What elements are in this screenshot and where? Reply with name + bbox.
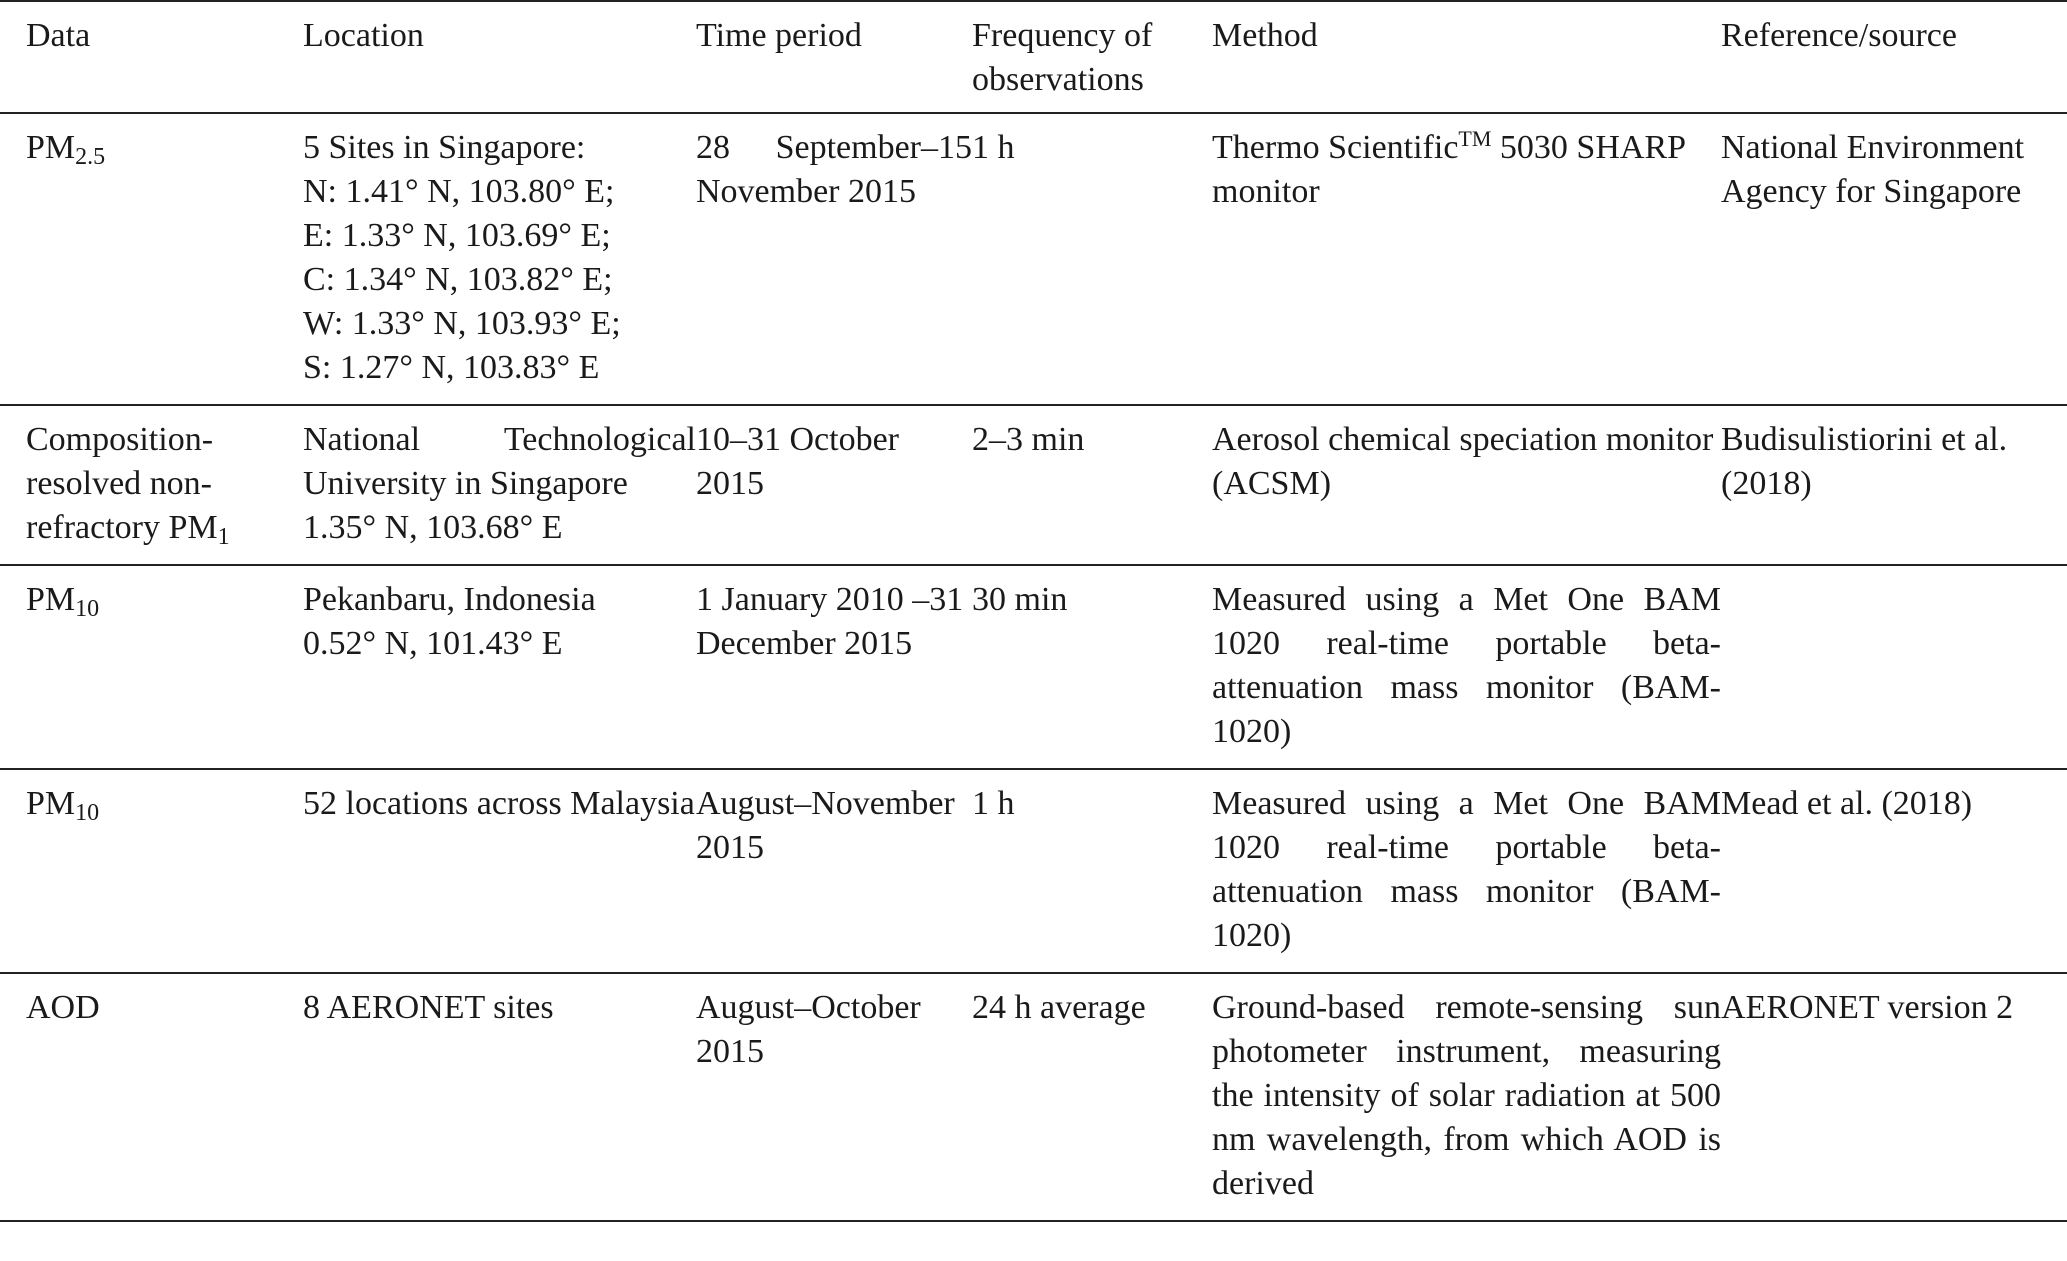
cell-method: Measured using a Met One BAM 1020 real-time portable beta-attenuation mass monitor (BAM-1020): [1212, 581, 1721, 750]
cell-data: [0, 113, 303, 405]
header-data: Data: [26, 17, 91, 54]
method-text-pre: Thermo Scientific: [1212, 129, 1459, 166]
header-frequency: [972, 1, 1212, 113]
cell-frequency: 30 min: [972, 581, 1068, 618]
cell-location: [303, 405, 696, 565]
table-body: [0, 113, 2067, 1221]
header-method: Method: [1212, 17, 1318, 54]
cell-reference: [1721, 565, 2067, 769]
header-frequency-line-1: Frequency of: [972, 17, 1153, 54]
location-main: National Technological University in Singapore: [303, 421, 696, 502]
trademark-superscript: TM: [1458, 126, 1492, 151]
header-row: [0, 1, 2067, 113]
data-main: Composition-resolved non-refractory PM: [26, 421, 218, 546]
cell-location: [303, 113, 696, 405]
table-row-pm10-pekanbaru: [0, 565, 2067, 769]
data-main: PM: [26, 581, 76, 618]
cell-location: 8 AERONET sites: [303, 989, 554, 1026]
cell-frequency: 24 h average: [972, 989, 1146, 1026]
location-line: E: 1.33° N, 103.69° E;: [303, 217, 611, 254]
cell-time-period: August–November 2015: [696, 785, 955, 866]
cell-data: AOD: [26, 989, 100, 1026]
method-text-post: 5030 SHARP monitor: [1212, 129, 1685, 210]
header-location: Location: [303, 17, 424, 54]
location-line: S: 1.27° N, 103.83° E: [303, 349, 600, 386]
cell-method: [1212, 113, 1721, 405]
cell-location: [303, 565, 696, 769]
cell-reference: AERONET version 2: [1721, 989, 2014, 1026]
table-row-pm1: [0, 405, 2067, 565]
cell-reference: Budisulistiorini et al. (2018): [1721, 421, 2008, 502]
location-coords: 0.52° N, 101.43° E: [303, 625, 563, 662]
cell-frequency: 2–3 min: [972, 421, 1085, 458]
location-line: W: 1.33° N, 103.93° E;: [303, 305, 621, 342]
data-subscript: 10: [75, 596, 100, 622]
location-line: C: 1.34° N, 103.82° E;: [303, 261, 613, 298]
location-coords: 1.35° N, 103.68° E: [303, 509, 563, 546]
header-time-period: Time period: [696, 17, 862, 54]
cell-data: [0, 405, 303, 565]
header-reference: Reference/source: [1721, 17, 1957, 54]
cell-reference: National Environment Agency for Singapore: [1721, 129, 2025, 210]
cell-time-period: August–October 2015: [696, 989, 921, 1070]
cell-time-period: 10–31 October 2015: [696, 421, 900, 502]
location-line: 5 Sites in Singapore:: [303, 129, 586, 166]
cell-data: [0, 769, 303, 973]
table-header: [0, 1, 2067, 113]
table-row-pm25: [0, 113, 2067, 405]
data-main: PM: [26, 785, 76, 822]
cell-frequency: 1 h: [972, 785, 1015, 822]
location-line: N: 1.41° N, 103.80° E;: [303, 173, 615, 210]
cell-frequency: 1 h: [972, 129, 1015, 166]
location-main: Pekanbaru, Indonesia: [303, 581, 596, 618]
data-subscript: 2.5: [75, 144, 106, 170]
cell-time-period: 28 September–15 November 2015: [696, 129, 972, 210]
cell-reference: Mead et al. (2018): [1721, 785, 1973, 822]
cell-location: 52 locations across Malaysia: [303, 785, 695, 822]
data-main: PM: [26, 129, 76, 166]
cell-method: Measured using a Met One BAM 1020 real-time portable beta-attenuation mass monitor (BAM-1020): [1212, 785, 1721, 954]
table-row-pm10-malaysia: [0, 769, 2067, 973]
cell-time-period: 1 January 2010 –31 December 2015: [696, 581, 964, 662]
data-subscript: 1: [217, 524, 230, 550]
cell-method: Aerosol chemical speciation monitor (ACSM): [1212, 421, 1714, 502]
data-subscript: 10: [75, 800, 100, 826]
table-row-aod: [0, 973, 2067, 1221]
cell-method: Ground-based remote-sensing sun photometer instrument, measuring the intensity of solar radiation at 500 nm wavelength, from which AOD is derived: [1212, 989, 1721, 1202]
cell-data: [0, 565, 303, 769]
header-frequency-line-2: observations: [972, 61, 1144, 98]
